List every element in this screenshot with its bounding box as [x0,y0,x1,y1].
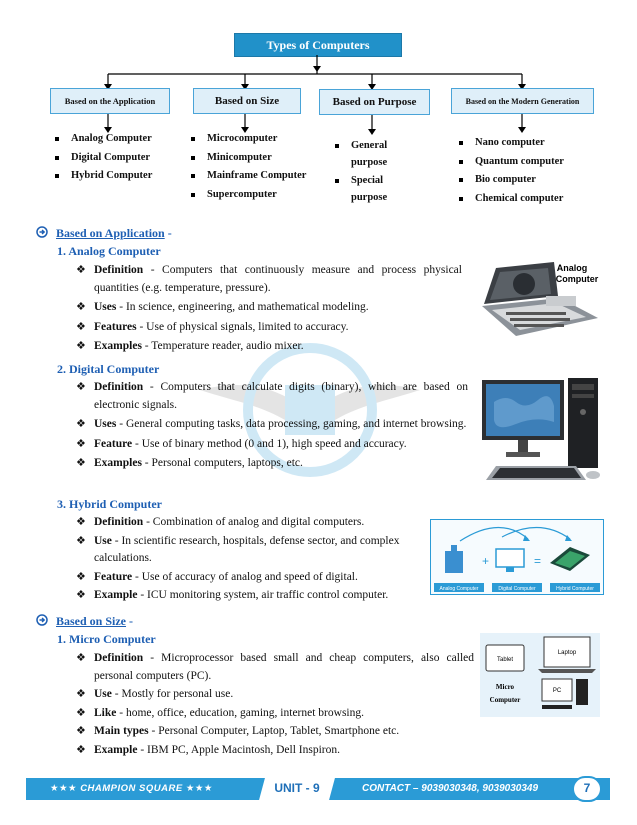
digital-bullets [76,379,468,473]
bullet-item: ❖ Examples - Temperature reader, audio mixer. [94,338,462,356]
bullet-item: ❖ Definition - Microprocessor based small and cheap computers, also called personal computers (PC). [76,652,474,682]
size-types-list [190,130,306,204]
list-item: Hybrid Computer [54,167,152,186]
list-item: Digital Computer [54,149,152,168]
diamond-bullet-icon: ❖ [76,570,86,583]
svg-text:Analog: Analog [556,263,588,273]
svg-text:Laptop: Laptop [557,650,577,656]
footer-brand: ★★★ CHAMPION SQUARE ★★★ [50,783,213,794]
diamond-bullet-icon: ❖ [76,340,86,352]
svg-text:=: = [534,554,542,568]
svg-text:PC: PC [552,688,562,694]
diamond-bullet-icon: ❖ [76,706,86,719]
bullet-item: ❖ Definition - Computers that calculate digits (binary), which are based on electronic signals. [76,381,468,411]
svg-text:+: + [482,554,490,568]
bullet-item: ❖ Example - IBM PC, Apple Macintosh, Dell Inspiron. [94,742,474,760]
bullet-item: ❖ Use - In scientific research, hospitals, defense sector, and complex calculations. [76,534,400,564]
list-item: Chemical computer [458,190,564,209]
arrow-circle-icon [36,226,48,238]
subheading-analog: 1. Analog Computer [57,244,161,258]
diagram-root-box: Types of Computers [234,33,402,57]
list-item: Microcomputer [190,130,306,149]
diamond-bullet-icon: ❖ [76,301,86,313]
list-item: Supercomputer [190,186,306,205]
diamond-bullet-icon: ❖ [76,725,86,737]
list-item: Quantum computer [458,153,564,172]
svg-text:Hybrid Computer: Hybrid Computer [556,586,594,592]
svg-text:Computer: Computer [489,696,521,704]
bullet-item: ❖ Use - Mostly for personal use. [94,686,474,704]
list-item: Analog Computer [54,130,152,149]
diamond-bullet-icon: ❖ [76,652,86,664]
page-number: 7 [583,781,591,795]
bullet-item: ❖ Main types - Personal Computer, Laptop, Tablet, Smartphone etc. [94,723,474,741]
diamond-bullet-icon: ❖ [76,688,86,700]
analog-bullets [76,262,462,356]
bullet-item: ❖ Feature - Use of binary method (0 and 1), high speed and accuracy. [94,436,468,454]
section-heading-size [36,614,133,629]
micro-bullets [76,650,474,759]
diamond-bullet-icon: ❖ [76,457,86,469]
section-title: Based on Size [56,614,127,628]
svg-text:Digital Computer: Digital Computer [498,586,536,592]
analog-computer-image [476,256,604,340]
bullet-item: ❖ Definition - Computers that continuously measure and process physical quantities (e.g. temperature, pressure). [76,264,462,294]
section-title-suffix: - [126,614,134,628]
category-box-size: Based on Size [193,88,301,114]
section-heading-application [36,226,172,241]
application-types-list [54,130,152,186]
category-box-purpose: Based on Purpose [319,89,430,115]
section-title: Based on Application [56,226,165,240]
hybrid-computer-image [430,519,604,595]
diamond-bullet-icon: ❖ [76,320,86,333]
section-title-suffix: - [164,226,172,240]
diamond-bullet-icon: ❖ [76,381,86,393]
purpose-types-list [334,137,394,206]
list-item: General purpose [334,137,394,171]
category-box-modern-generation: Based on the Modern Generation [451,88,594,114]
svg-text:Micro: Micro [495,683,515,691]
hybrid-bullets [76,514,424,605]
subheading-micro: 1. Micro Computer [57,632,156,646]
svg-text:Analog Computer: Analog Computer [439,586,479,592]
category-box-application: Based on the Application [50,88,170,114]
list-item: Mainframe Computer [190,167,306,186]
bullet-item: ❖ Uses - In science, engineering, and mathematical modeling. [94,299,462,317]
diamond-bullet-icon: ❖ [76,534,86,547]
list-item: Bio computer [458,171,564,190]
bullet-item: ❖ Like - home, office, education, gaming, internet browsing. [94,705,474,723]
diamond-bullet-icon: ❖ [76,743,86,756]
bullet-item: ❖ Uses - General computing tasks, data processing, gaming, and internet browsing. [94,416,468,434]
diamond-bullet-icon: ❖ [76,264,86,276]
list-item: Nano computer [458,134,564,153]
subheading-hybrid: 3. Hybrid Computer [57,497,162,511]
list-item: Special purpose [334,172,394,206]
bullet-item: ❖ Definition - Combination of analog and digital computers. [94,514,424,532]
footer-unit: UNIT - 9 [274,781,320,795]
diamond-bullet-icon: ❖ [76,516,86,528]
bullet-item: ❖ Example - ICU monitoring system, air traffic control computer. [94,587,424,605]
arrow-circle-icon [36,614,48,626]
diamond-bullet-icon: ❖ [76,418,86,430]
micro-computer-image [480,633,600,717]
svg-text:Computer: Computer [555,274,599,284]
diamond-bullet-icon: ❖ [76,589,86,601]
svg-text:Tablet: Tablet [496,657,514,663]
modern-generation-types-list [458,134,564,208]
digital-computer-image [476,372,604,490]
list-item: Minicomputer [190,149,306,168]
footer-contact: CONTACT – 9039030348, 9039030349 [362,783,539,794]
bullet-item: ❖ Features - Use of physical signals, limited to accuracy. [94,319,462,337]
subheading-digital: 2. Digital Computer [57,362,160,376]
diamond-bullet-icon: ❖ [76,437,86,450]
bullet-item: ❖ Feature - Use of accuracy of analog and speed of digital. [94,569,424,587]
bullet-item: ❖ Examples - Personal computers, laptops, etc. [94,455,468,473]
